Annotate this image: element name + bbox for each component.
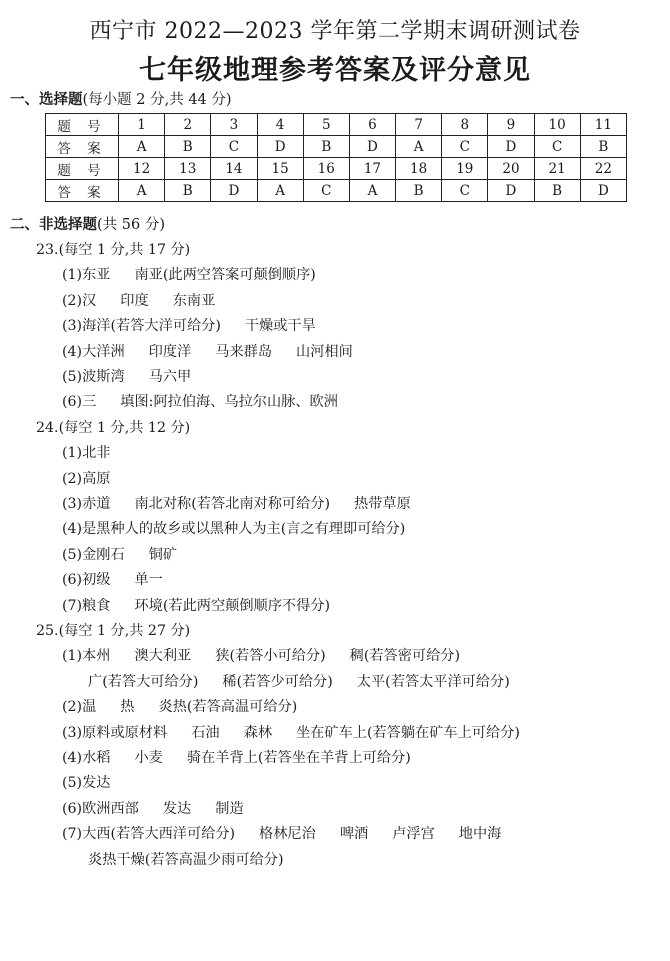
answer-line [62,468,110,488]
answer-cell: D [349,136,395,158]
answer-text: (3)海洋(若答大洋可给分) [62,318,221,335]
answer-text: (2)汉 [62,292,97,309]
question-number: 21 [534,158,580,180]
row-label-number: 题 号 [46,114,119,136]
answer-text: 印度 [120,292,149,309]
question-number: 11 [580,114,626,136]
answer-line [62,493,411,513]
answer-line [62,264,316,284]
answer-cell: C [303,180,349,202]
answer-text: 环境(若此两空颠倒顺序不得分) [134,597,330,614]
row-label-answer: 答 案 [46,180,119,202]
section1-note: (每小题 2 分,共 44 分) [82,92,232,108]
question-number: 12 [119,158,165,180]
answer-text: 热带草原 [354,496,411,512]
answer-cell: A [396,136,442,158]
answer-line [62,595,330,615]
question-number: 9 [488,114,534,136]
answer-line [62,315,316,335]
answer-text: 小麦 [134,750,163,766]
answer-text: (6)初级 [62,572,111,589]
question-number: 7 [396,114,442,136]
answer-text: 狭(若答小可给分) [215,648,326,665]
answer-text: 炎热(若答高温可给分) [158,699,298,716]
answer-text: 南北对称(若答北南对称可给分) [134,496,330,512]
answer-cell: D [211,180,257,202]
answer-text: 印度洋 [148,343,192,360]
answer-text: 稀(若答少可给分) [222,673,333,690]
answer-text: 山河相间 [296,343,353,360]
answer-line [62,442,110,462]
answer-cell: C [442,136,488,158]
answer-text: (4)水稻 [62,750,111,766]
answer-text: 马来群岛 [215,343,273,360]
answer-text: (2)温 [62,699,97,716]
answer-text: 地中海 [458,826,502,843]
answer-line [62,645,460,665]
question-number: 2 [165,114,211,136]
question-number: 16 [303,158,349,180]
answer-line [62,391,338,411]
answer-cell: A [119,136,165,158]
answer-cell: C [534,136,580,158]
answer-line [62,722,520,742]
answer-text: 铜矿 [148,546,178,563]
question-number: 19 [442,158,488,180]
question-number: 22 [580,158,626,180]
answer-line [62,747,411,767]
question-number: 6 [349,114,395,136]
answer-text: 太平(若答太平洋可给分) [356,673,510,690]
question-heading [36,239,190,259]
row-label-answer: 答 案 [46,136,119,158]
answer-text: 23.(每空 1 分,共 17 分) [36,242,191,258]
section1-heading [10,88,232,109]
question-number: 1 [119,114,165,136]
answer-text: 发达 [162,800,192,817]
answer-cell: B [165,136,211,158]
answer-text: (5)发达 [62,775,111,792]
answer-text: (3)原料或原材料 [62,724,168,741]
answer-cell: D [580,180,626,202]
table-row-answers-2 [46,180,627,202]
answer-cell: B [165,180,211,202]
answer-text: 24.(每空 1 分,共 12 分) [36,419,191,436]
answer-text: (1)东亚 [62,267,111,284]
answer-text: (1)本州 [62,648,111,665]
table-row-numbers-2 [46,158,627,180]
answer-text: 制造 [215,800,244,817]
answer-text: 澳大利亚 [134,648,192,665]
answer-cell: A [119,180,165,202]
answer-cell: A [257,180,303,202]
question-heading [36,620,190,640]
answer-text: 稠(若答密可给分) [349,648,461,665]
answer-text: 石油 [191,724,220,741]
answer-line [62,290,215,310]
answer-text: (2)高原 [62,470,111,487]
question-number: 18 [396,158,442,180]
answer-line [62,798,244,818]
answer-cell: B [303,136,349,158]
answer-line [62,772,110,792]
section2-note: (共 56 分) [97,217,165,233]
answer-cell: B [580,136,626,158]
answer-cell: C [211,136,257,158]
answer-key-title: 七年级地理参考答案及评分意见 [139,55,531,86]
answer-line [88,671,510,691]
section2-title: 二、非选择题 [10,216,97,233]
answer-text: 填图:阿拉伯海、乌拉尔山脉、欧洲 [120,394,338,411]
question-number: 15 [257,158,303,180]
answer-text: 干燥或干旱 [244,318,316,335]
answer-text: 森林 [243,724,273,741]
answer-line [88,849,284,869]
answer-text: 单一 [134,572,163,589]
answer-text: 格林尼治 [259,826,316,843]
answer-text: (3)赤道 [62,496,111,512]
question-number: 20 [488,158,534,180]
exam-title: 西宁市 2022—2023 学年第二学期末调研测试卷 [89,19,581,44]
row-label-number: 题 号 [46,158,119,180]
answer-text: (5)波斯湾 [62,369,125,385]
answer-line [62,569,163,589]
question-number: 14 [211,158,257,180]
answer-text: (1)北非 [62,445,111,462]
answer-line [62,341,353,361]
answer-text: 马六甲 [148,369,192,385]
question-number: 5 [303,114,349,136]
answer-line [62,366,191,386]
answer-text: (7)粮食 [62,597,111,614]
question-number: 4 [257,114,303,136]
answer-text: (4)大洋洲 [62,343,125,360]
question-number: 13 [165,158,211,180]
answer-text: 骑在羊背上(若答坐在羊背上可给分) [186,750,411,766]
answer-line [62,518,405,538]
answer-text: 热 [120,699,135,716]
answer-text: 25.(每空 1 分,共 27 分) [36,623,191,639]
answer-text: 卢浮宫 [392,826,435,843]
answer-text: 啤酒 [339,826,369,843]
answer-text: 东南亚 [172,292,216,309]
answer-text: 南亚(此两空答案可颠倒顺序) [134,267,316,284]
answer-text: 广(若答大可给分) [88,673,199,690]
question-number: 10 [534,114,580,136]
question-number: 8 [442,114,488,136]
answer-line [62,823,501,843]
answer-cell: B [396,180,442,202]
answer-text: (7)大西(若答大西洋可给分) [62,826,236,843]
answer-text: 炎热干燥(若答高温少雨可给分) [88,851,284,868]
answer-text: (6)三 [62,394,97,411]
answer-cell: A [349,180,395,202]
answer-cell: D [257,136,303,158]
answer-table [45,113,627,202]
answer-cell: C [442,180,488,202]
answer-text: (5)金刚石 [62,546,125,563]
answer-text: 坐在矿车上(若答躺在矿车上可给分) [296,724,520,741]
question-heading [36,417,190,437]
question-number: 17 [349,158,395,180]
table-row-answers-1 [46,136,627,158]
answer-cell: D [488,180,534,202]
section1-title: 一、选择题 [10,91,83,108]
answer-text: (4)是黑种人的故乡或以黑种人为主(言之有理即可给分) [62,521,406,538]
answer-cell: D [488,136,534,158]
section2-heading [10,213,165,234]
table-row-numbers-1 [46,114,627,136]
answer-line [62,544,177,564]
answer-line [62,696,297,716]
question-number: 3 [211,114,257,136]
answer-text: (6)欧洲西部 [62,800,139,817]
answer-cell: B [534,180,580,202]
